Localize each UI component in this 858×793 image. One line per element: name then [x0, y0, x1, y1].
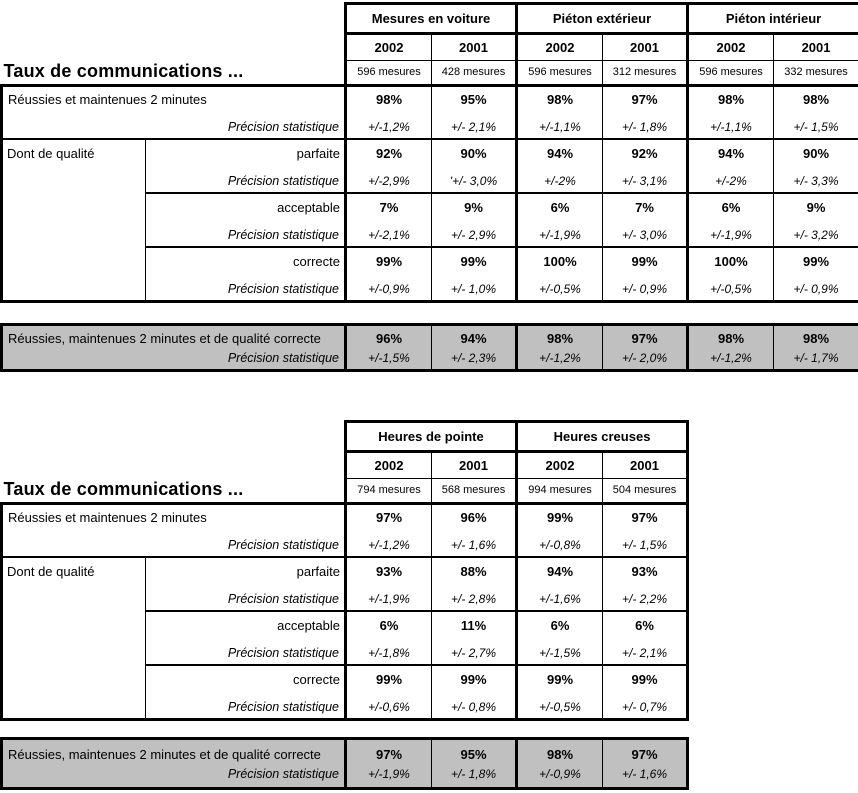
sub-label: acceptable	[277, 618, 340, 633]
summary-value-cell	[432, 739, 517, 789]
precision: +/- 1,0%	[450, 281, 497, 296]
sub-label: acceptable	[277, 200, 340, 215]
value: 97%	[631, 746, 658, 762]
precision: +/-1,2%	[368, 120, 410, 135]
value-cell	[688, 139, 774, 193]
precision: +/-0,9%	[368, 281, 410, 296]
group-header: Piéton extérieur	[517, 4, 688, 34]
value-cell	[346, 139, 432, 193]
value: 96%	[375, 330, 403, 346]
precision: +/- 2,0%	[621, 350, 668, 365]
group-header: Heures de pointe	[346, 422, 517, 452]
sub-label: correcte	[293, 253, 340, 269]
value-cell	[432, 611, 517, 665]
value-cell	[774, 193, 858, 247]
precision: +/- 1,7%	[793, 350, 839, 365]
year-header: 2002	[346, 452, 432, 479]
measure-count: 596 mesures	[688, 61, 774, 86]
value: 11%	[460, 618, 487, 633]
precision: +/-1,5%	[539, 646, 581, 660]
quality-label-cell: Dont de qualité	[2, 557, 146, 719]
precision: +/- 2,8%	[450, 592, 497, 606]
precision-label: Précision statistique	[227, 592, 339, 606]
precision: +/-0,8%	[539, 538, 581, 553]
summary-value-cell	[517, 739, 603, 789]
page-title: Taux de communications ...	[2, 479, 346, 504]
summary-value-cell	[517, 325, 603, 371]
value: 97%	[631, 330, 658, 346]
precision: +/- 1,5%	[793, 120, 839, 135]
table-heures-pointe-creuses	[0, 420, 689, 721]
summary-value-cell	[688, 325, 774, 371]
summary-label-cell	[2, 325, 346, 371]
year-header: 2001	[603, 34, 688, 61]
value-cell	[432, 503, 517, 557]
precision: +/- 2,7%	[450, 646, 497, 660]
precision: +/- 3,1%	[621, 174, 668, 188]
value-cell	[603, 193, 688, 247]
value: 98%	[803, 92, 830, 108]
value: 98%	[375, 92, 403, 108]
value: 6%	[721, 200, 741, 215]
year-header: 2001	[432, 34, 517, 61]
value: 100%	[543, 253, 577, 269]
value-cell	[346, 193, 432, 247]
quality-label-cell: Dont de qualité	[2, 139, 146, 301]
value-cell	[603, 557, 688, 611]
year-header: 2002	[346, 34, 432, 61]
summary-label-cell	[2, 739, 346, 789]
value-cell	[517, 665, 603, 719]
measure-count: 312 mesures	[603, 61, 688, 86]
value: 99%	[631, 253, 658, 269]
summary-label: Réussies, maintenues 2 minutes et de qualité correcte	[8, 330, 321, 346]
value: 92%	[631, 146, 658, 161]
value: 94%	[460, 330, 487, 346]
sub-label-cell	[146, 611, 346, 665]
precision: +/-1,2%	[710, 350, 752, 365]
table1-summary-band	[0, 323, 858, 372]
value: 93%	[375, 564, 403, 579]
precision-label: Précision statistique	[227, 228, 339, 242]
value-cell	[517, 85, 603, 139]
value-cell	[517, 557, 603, 611]
value: 99%	[803, 253, 830, 269]
precision: +/-1,2%	[539, 350, 581, 365]
value-cell	[603, 85, 688, 139]
precision: +/- 1,6%	[450, 538, 497, 553]
value-cell	[603, 503, 688, 557]
precision: +/- 1,5%	[621, 538, 668, 553]
precision: +/- 0,7%	[621, 699, 668, 714]
precision-label: Précision statistique	[227, 538, 339, 553]
spacer	[2, 4, 346, 34]
measure-count: 994 mesures	[517, 479, 603, 504]
precision-label: Précision statistique	[227, 174, 339, 188]
value: 7%	[379, 200, 399, 215]
precision: +/-1,6%	[539, 592, 581, 606]
precision: +/-1,1%	[539, 120, 581, 135]
value-cell	[774, 139, 858, 193]
value-cell	[688, 85, 774, 139]
precision: +/-1,5%	[368, 350, 410, 365]
sub-label-cell	[146, 193, 346, 247]
value: 99%	[375, 253, 403, 269]
sub-label: parfaite	[296, 564, 340, 579]
group-header: Mesures en voiture	[346, 4, 517, 34]
value-cell	[432, 557, 517, 611]
value: 99%	[375, 671, 403, 687]
summary-value-cell	[774, 325, 858, 371]
precision: +/-1,9%	[539, 228, 581, 242]
precision: +/-0,6%	[368, 699, 410, 714]
value-cell	[603, 665, 688, 719]
precision: +/-0,9%	[539, 766, 581, 781]
value: 99%	[546, 510, 574, 526]
group-header: Piéton intérieur	[688, 4, 858, 34]
value-cell	[346, 665, 432, 719]
value: 98%	[717, 330, 745, 346]
precision: +/-1,1%	[710, 120, 752, 135]
precision: +/-1,8%	[368, 646, 410, 660]
table-mesures-voiture-pieton	[0, 2, 858, 303]
spacer	[2, 422, 346, 452]
row-label: Réussies et maintenues 2 minutes	[8, 510, 207, 526]
precision: '+/- 3,0%	[449, 174, 498, 188]
summary-value-cell	[603, 739, 688, 789]
value: 6%	[550, 618, 570, 633]
value-cell	[346, 85, 432, 139]
value-cell	[346, 247, 432, 301]
precision: +/- 2,9%	[450, 228, 497, 242]
precision: +/-1,9%	[368, 592, 410, 606]
year-header: 2001	[432, 452, 517, 479]
precision: +/- 3,0%	[621, 228, 668, 242]
value: 90%	[460, 146, 487, 161]
summary-value-cell	[346, 325, 432, 371]
precision-label: Précision statistique	[227, 699, 339, 714]
precision: +/- 2,1%	[450, 120, 497, 135]
page-title: Taux de communications ...	[2, 61, 346, 86]
sub-label: parfaite	[296, 146, 340, 161]
row-label: Réussies et maintenues 2 minutes	[8, 92, 207, 108]
value: 98%	[718, 92, 745, 108]
measure-count: 568 mesures	[432, 479, 517, 504]
value: 9%	[464, 200, 483, 215]
value: 98%	[546, 330, 574, 346]
measure-count: 596 mesures	[346, 61, 432, 86]
value-cell	[346, 503, 432, 557]
value: 88%	[460, 564, 487, 579]
value: 97%	[375, 746, 403, 762]
precision: +/- 2,1%	[621, 646, 668, 660]
value: 6%	[635, 618, 654, 633]
precision: +/- 3,2%	[793, 228, 839, 242]
precision: +/- 1,6%	[621, 766, 668, 781]
value-cell	[432, 665, 517, 719]
precision: +/-2,9%	[368, 174, 410, 188]
value-cell	[603, 611, 688, 665]
value-cell	[517, 503, 603, 557]
sub-label-cell	[146, 665, 346, 719]
value-cell	[688, 193, 774, 247]
summary-value-cell	[603, 325, 688, 371]
value-cell	[432, 193, 517, 247]
value: 97%	[631, 510, 658, 526]
value-cell	[603, 247, 688, 301]
year-header: 2002	[517, 34, 603, 61]
value-cell	[432, 139, 517, 193]
year-header: 2001	[774, 34, 858, 61]
value: 94%	[546, 564, 574, 579]
sub-label-cell	[146, 139, 346, 193]
precision: +/- 2,3%	[450, 350, 497, 365]
value-cell	[346, 557, 432, 611]
precision: +/-2%	[544, 174, 576, 188]
precision: +/-1,2%	[368, 538, 410, 553]
value: 97%	[375, 510, 403, 526]
value: 98%	[802, 330, 830, 346]
table2-summary-band	[0, 737, 689, 790]
measure-count: 428 mesures	[432, 61, 517, 86]
year-header: 2002	[688, 34, 774, 61]
precision-label: Précision statistique	[227, 350, 339, 365]
precision-label: Précision statistique	[227, 281, 339, 296]
precision: +/-1,9%	[368, 766, 410, 781]
summary-label: Réussies, maintenues 2 minutes et de qualité correcte	[8, 746, 321, 762]
precision: +/- 2,2%	[621, 592, 668, 606]
precision: +/- 0,9%	[793, 281, 839, 296]
value-cell	[517, 611, 603, 665]
precision: +/-1,9%	[710, 228, 752, 242]
precision: +/-0,5%	[539, 699, 581, 714]
value: 6%	[379, 618, 399, 633]
value: 99%	[460, 671, 487, 687]
measure-count: 332 mesures	[774, 61, 858, 86]
value: 99%	[631, 671, 658, 687]
precision-label: Précision statistique	[227, 766, 339, 781]
summary-value-cell	[432, 325, 517, 371]
sub-label-cell	[146, 557, 346, 611]
group-header: Heures creuses	[517, 422, 688, 452]
value: 92%	[375, 146, 403, 161]
row-label-cell	[2, 85, 346, 139]
row-label-cell	[2, 503, 346, 557]
value-cell	[774, 85, 858, 139]
precision: +/-2%	[715, 174, 747, 188]
value-cell	[517, 247, 603, 301]
value-cell	[517, 139, 603, 193]
value: 98%	[546, 92, 574, 108]
value: 100%	[714, 253, 748, 269]
value: 95%	[460, 92, 487, 108]
precision: +/- 0,8%	[450, 699, 497, 714]
value: 97%	[631, 92, 658, 108]
value-cell	[603, 139, 688, 193]
value-cell	[432, 247, 517, 301]
value-cell	[688, 247, 774, 301]
value: 95%	[460, 746, 487, 762]
value: 94%	[718, 146, 745, 161]
summary-value-cell	[346, 739, 432, 789]
precision: +/-0,5%	[710, 281, 752, 296]
precision-label: Précision statistique	[227, 120, 339, 135]
value: 99%	[546, 671, 574, 687]
value: 9%	[806, 200, 826, 215]
year-header: 2002	[517, 452, 603, 479]
precision: +/- 3,3%	[793, 174, 839, 188]
spacer	[2, 452, 346, 479]
value: 99%	[460, 253, 487, 269]
precision-label: Précision statistique	[227, 646, 339, 660]
value-cell	[346, 611, 432, 665]
value: 98%	[546, 746, 574, 762]
value: 6%	[550, 200, 570, 215]
value-cell	[432, 85, 517, 139]
precision: +/- 1,8%	[450, 766, 497, 781]
sub-label: correcte	[293, 671, 340, 687]
precision: +/-0,5%	[539, 281, 581, 296]
value: 90%	[803, 146, 830, 161]
precision: +/- 1,8%	[621, 120, 668, 135]
precision: +/-2,1%	[368, 228, 410, 242]
spacer	[2, 34, 346, 61]
value-cell	[774, 247, 858, 301]
year-header: 2001	[603, 452, 688, 479]
measure-count: 596 mesures	[517, 61, 603, 86]
measure-count: 504 mesures	[603, 479, 688, 504]
value: 7%	[635, 200, 654, 215]
sub-label-cell	[146, 247, 346, 301]
value-cell	[517, 193, 603, 247]
value: 96%	[460, 510, 487, 526]
precision: +/- 0,9%	[621, 281, 668, 296]
value: 93%	[631, 564, 658, 579]
measure-count: 794 mesures	[346, 479, 432, 504]
value: 94%	[546, 146, 574, 161]
